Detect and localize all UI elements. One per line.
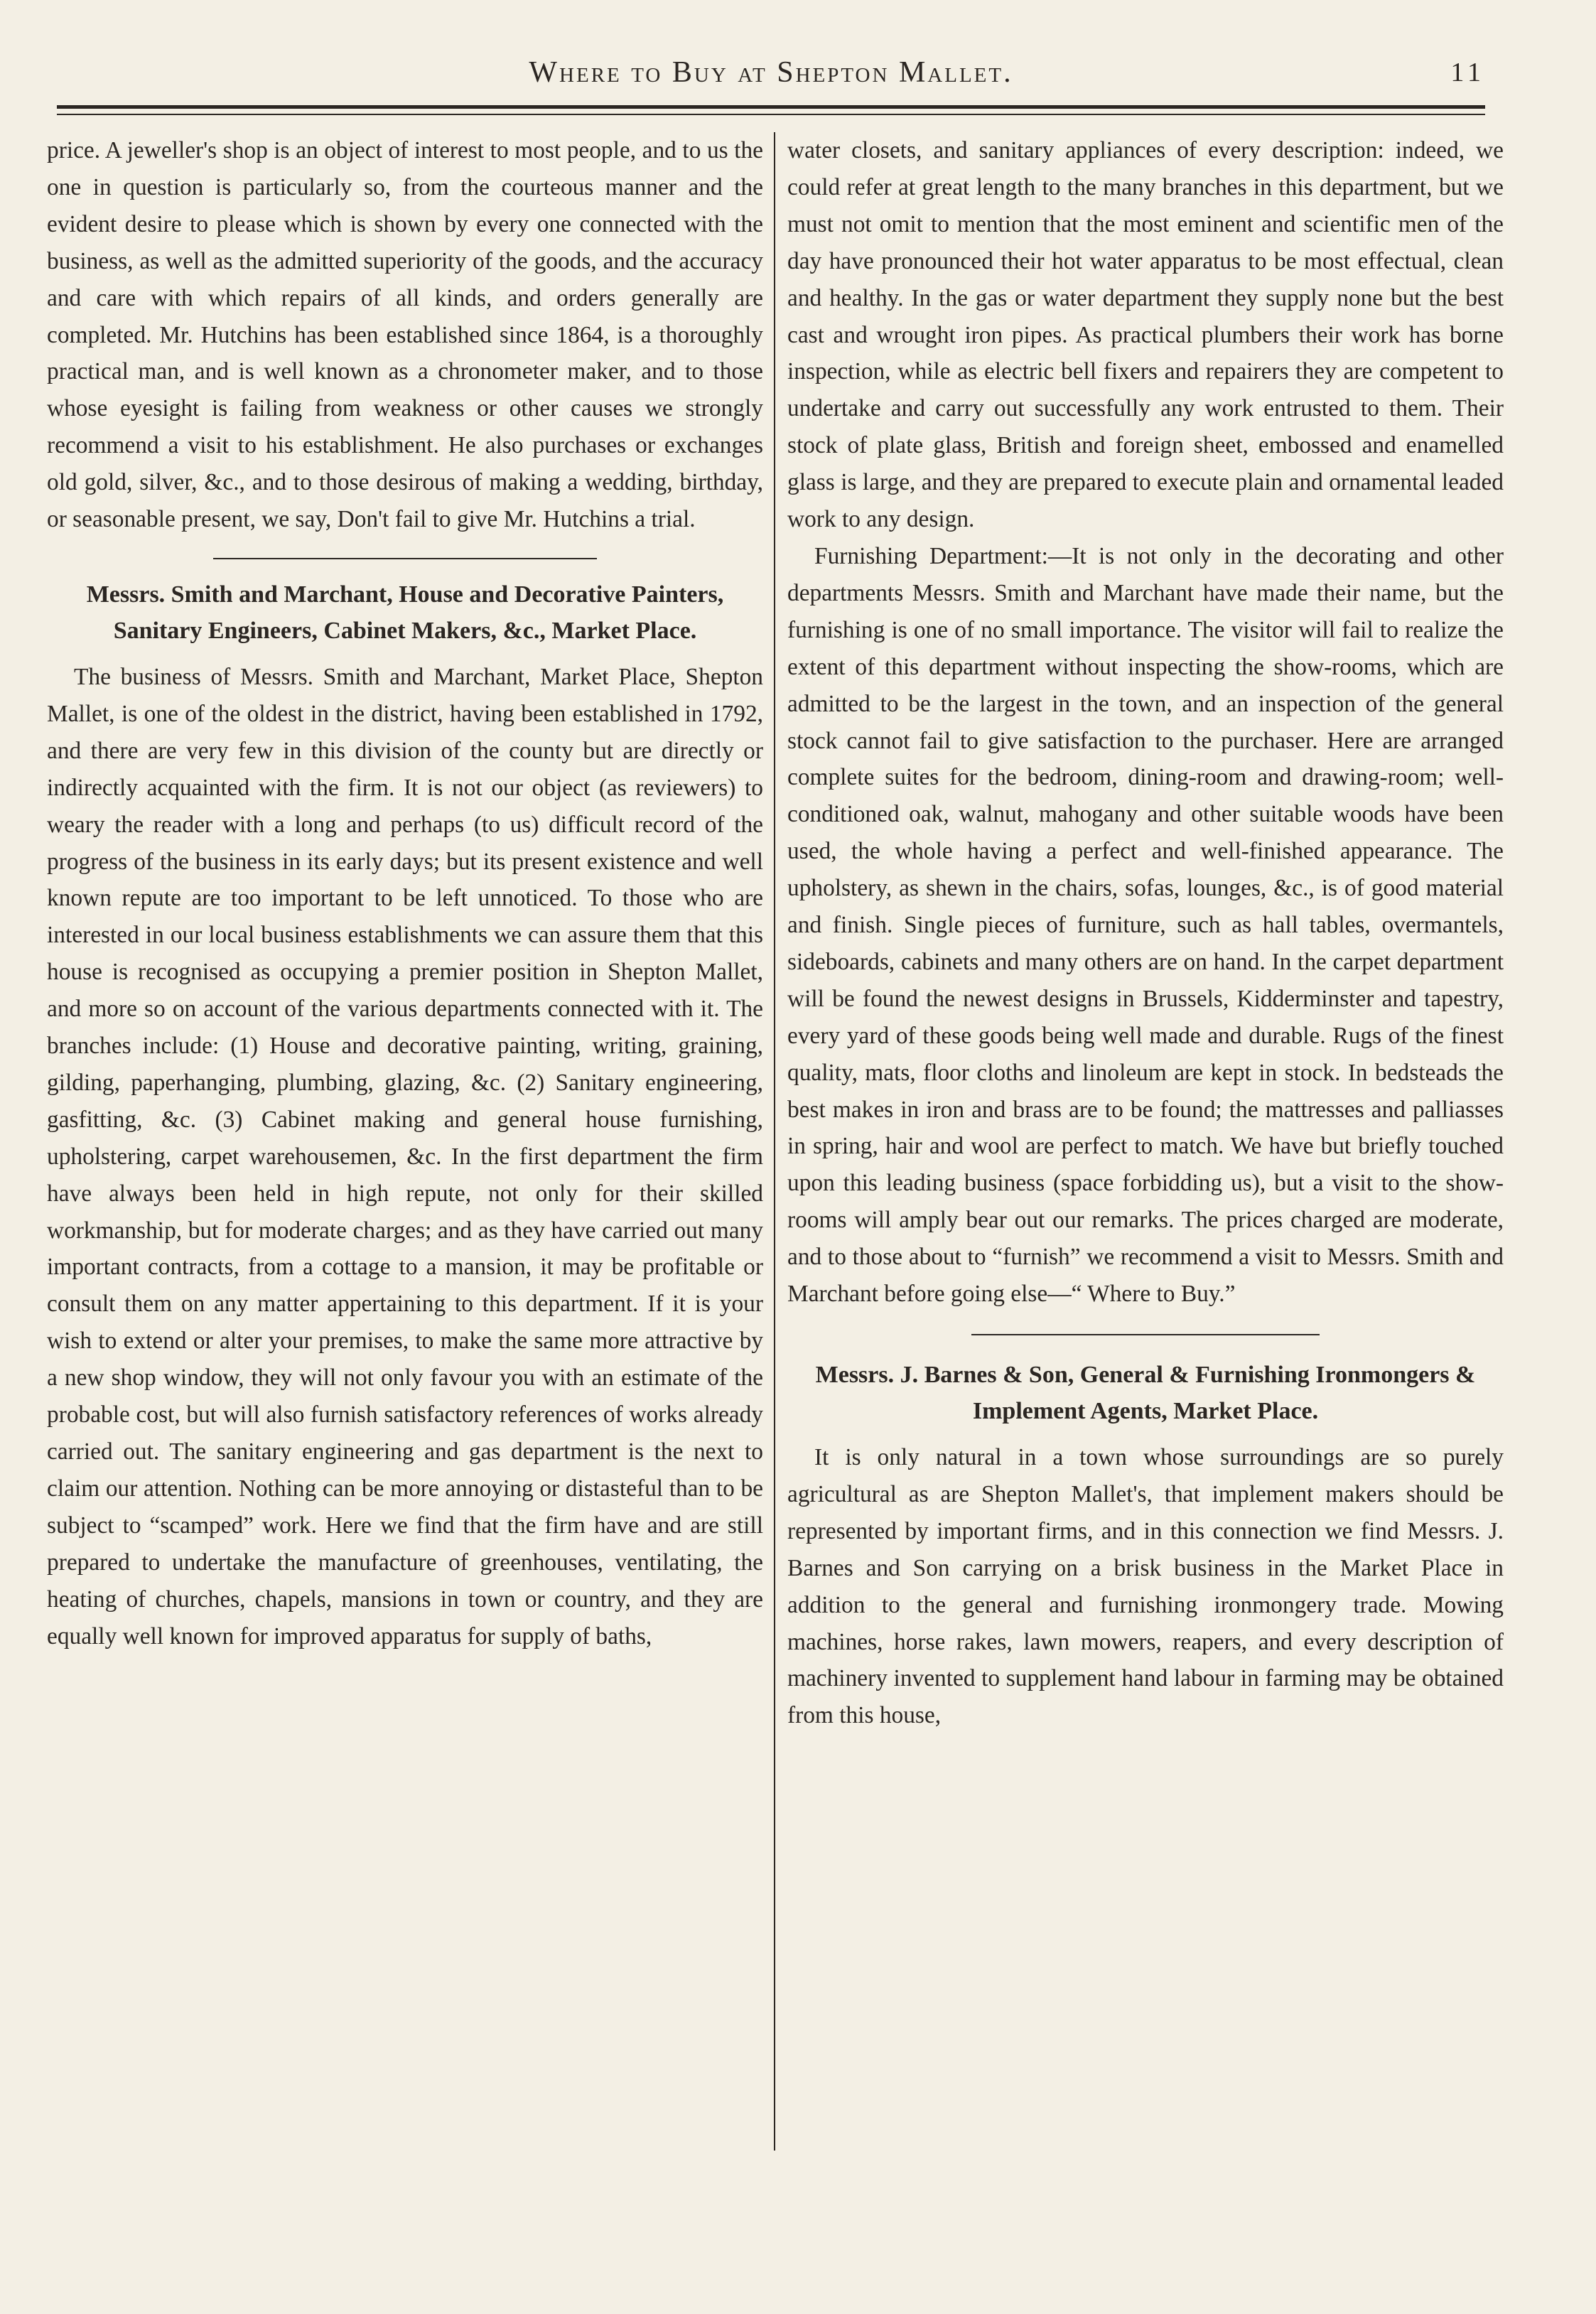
article-separator xyxy=(213,558,597,559)
running-title: Where to Buy at Shepton Mallet. xyxy=(529,56,1013,89)
hutchins-continuation: price. A jeweller's shop is an object of interest to most people, and to us the one in question is particularly so, from the courteous manner and the evident desire to please which is shown by every one connected with the business, as well as the admitted superiority of the goods, and the accuracy and care with which repairs of all kinds, and orders generally are completed. Mr. Hutchins has been established since 1864, is a thoroughly practical man, and is well known as a chronometer maker, and to those whose eyesight is failing from weakness or other causes we strongly recommend a visit to his establishment. He also purchases or exchanges old gold, silver, &c., and to those desirous of making a wedding, birthday, or seasonable present, we say, Don't fail to give Mr. Hutchins a trial. xyxy=(47,137,763,533)
sanitary-continuation: water closets, and sanitary appliances of every description: indeed, we could refer at great length to the many branches in this department, but we must not omit to mention that the most eminent and scientific men of the day have pronounced their hot water apparatus to be most effectual, clean and healthy. In the gas or water department they supply none but the best cast and wrought iron pipes. As practical plumbers their work has borne inspection, while as electric bell fixers and repairers they are competent to undertake and carry out successfully any work entrusted to them. Their stock of plate glass, British and foreign sheet, embossed and enamelled glass is large, and they are prepared to execute plain and ornamental leaded work to any design. xyxy=(787,137,1504,533)
right-column xyxy=(787,132,1504,1734)
smith-marchant-heading: Messrs. Smith and Marchant, House and Decorative Painters, Sanitary Engineers, Cabinet Makers, &c., Market Place. xyxy=(86,581,724,644)
left-column xyxy=(47,132,763,1654)
barnes-heading: Messrs. J. Barnes & Son, General & Furnishing Ironmongers & Implement Agents, Market Place. xyxy=(815,1362,1476,1424)
page-header xyxy=(57,55,1485,98)
column-divider xyxy=(774,132,775,2151)
smith-marchant-body: The business of Messrs. Smith and Marchant, Market Place, Shepton Mallet, is one of the oldest in the district, having been established in 1792, and there are very few in this division of the county but are directly or indirectly acquainted with the firm. It is not our object (as reviewers) to weary the reader with a long and perhaps (to us) difficult record of the progress of the business in its early days; but its present existence and well known repute are too important to be left unnoticed. To those who are interested in our local business establishments we can assure them that this house is recognised as occupying a premier position in Shepton Mallet, and more so on account of the various departments connected with it. The branches include: (1) House and decorative painting, writing, graining, gilding, paperhanging, plumbing, glazing, &c. (2) Sanitary engineering, gasfitting, &c. (3) Cabinet making and general house furnishing, upholstering, carpet warehousemen, &c. In the first department the firm have always been held in high repute, not only for their skilled workmanship, but for moderate charges; and as they have carried out many important contracts, from a cottage to a mansion, it may be profitable or consult them on any matter appertaining to this department. If it is your wish to extend or alter your premises, to make the same more attractive by a new shop window, they will not only favour you with an estimate of the probable cost, but will also furnish satisfactory references of works already carried out. The sanitary engineering and gas department is the next to claim our attention. Nothing can be more annoying or distasteful than to be subject to “scamped” work. Here we find that the firm have and are still prepared to undertake the manufacture of greenhouses, ventilating, the heating of churches, chapels, mansions in town or country, and they are equally well known for improved apparatus for supply of baths, xyxy=(47,663,763,1650)
header-rule-thin xyxy=(57,114,1485,115)
furnishing-department-paragraph: Furnishing Department:—It is not only in the decorating and other departments Messrs. Smith and Marchant have made their name, but the furnishing is one of no small importance. The visitor will fail to realize the extent of this department without inspecting the show-rooms, which are admitted to be the largest in the town, and an inspection of the general stock cannot fail to give satisfaction to the purchaser. Here are arranged complete suites for the bedroom, dining-room and drawing-room; well-conditioned oak, walnut, mahogany and other suitable woods have been used, the whole having a perfect and well-finished appearance. The upholstery, as shewn in the chairs, sofas, lounges, &c., is of good material and finish. Single pieces of furniture, such as hall tables, overmantels, sideboards, cabinets and many others are on hand. In the carpet department will be found the newest designs in Brussels, Kidderminster and tapestry, every yard of these goods being well made and durable. Rugs of the finest quality, mats, floor cloths and linoleum are kept in stock. In bedsteads the best makes in iron and brass are to be found; the mattresses and palliasses in spring, hair and wool are perfect to match. We have but briefly touched upon this leading business (space forbidding us), but a visit to the show-rooms will amply bear out our remarks. The prices charged are moderate, and to those about to “furnish” we recommend a visit to Messrs. Smith and Marchant before going else—“ Where to Buy.” xyxy=(787,542,1504,1308)
article-separator xyxy=(971,1334,1320,1335)
page-number: 11 xyxy=(1450,58,1485,87)
barnes-body: It is only natural in a town whose surroundings are so purely agricultural as are Shepton Mallet's, that implement makers should be represented by important firms, and in this connection we find Messrs. J. Barnes and Son carrying on a brisk business in the Market Place in addition to the general and furnishing ironmongery trade. Mowing machines, horse rakes, lawn mowers, reapers, and every description of machinery invented to supplement hand labour in farming may be obtained from this house, xyxy=(787,1444,1504,1729)
header-rule-thick xyxy=(57,105,1485,109)
